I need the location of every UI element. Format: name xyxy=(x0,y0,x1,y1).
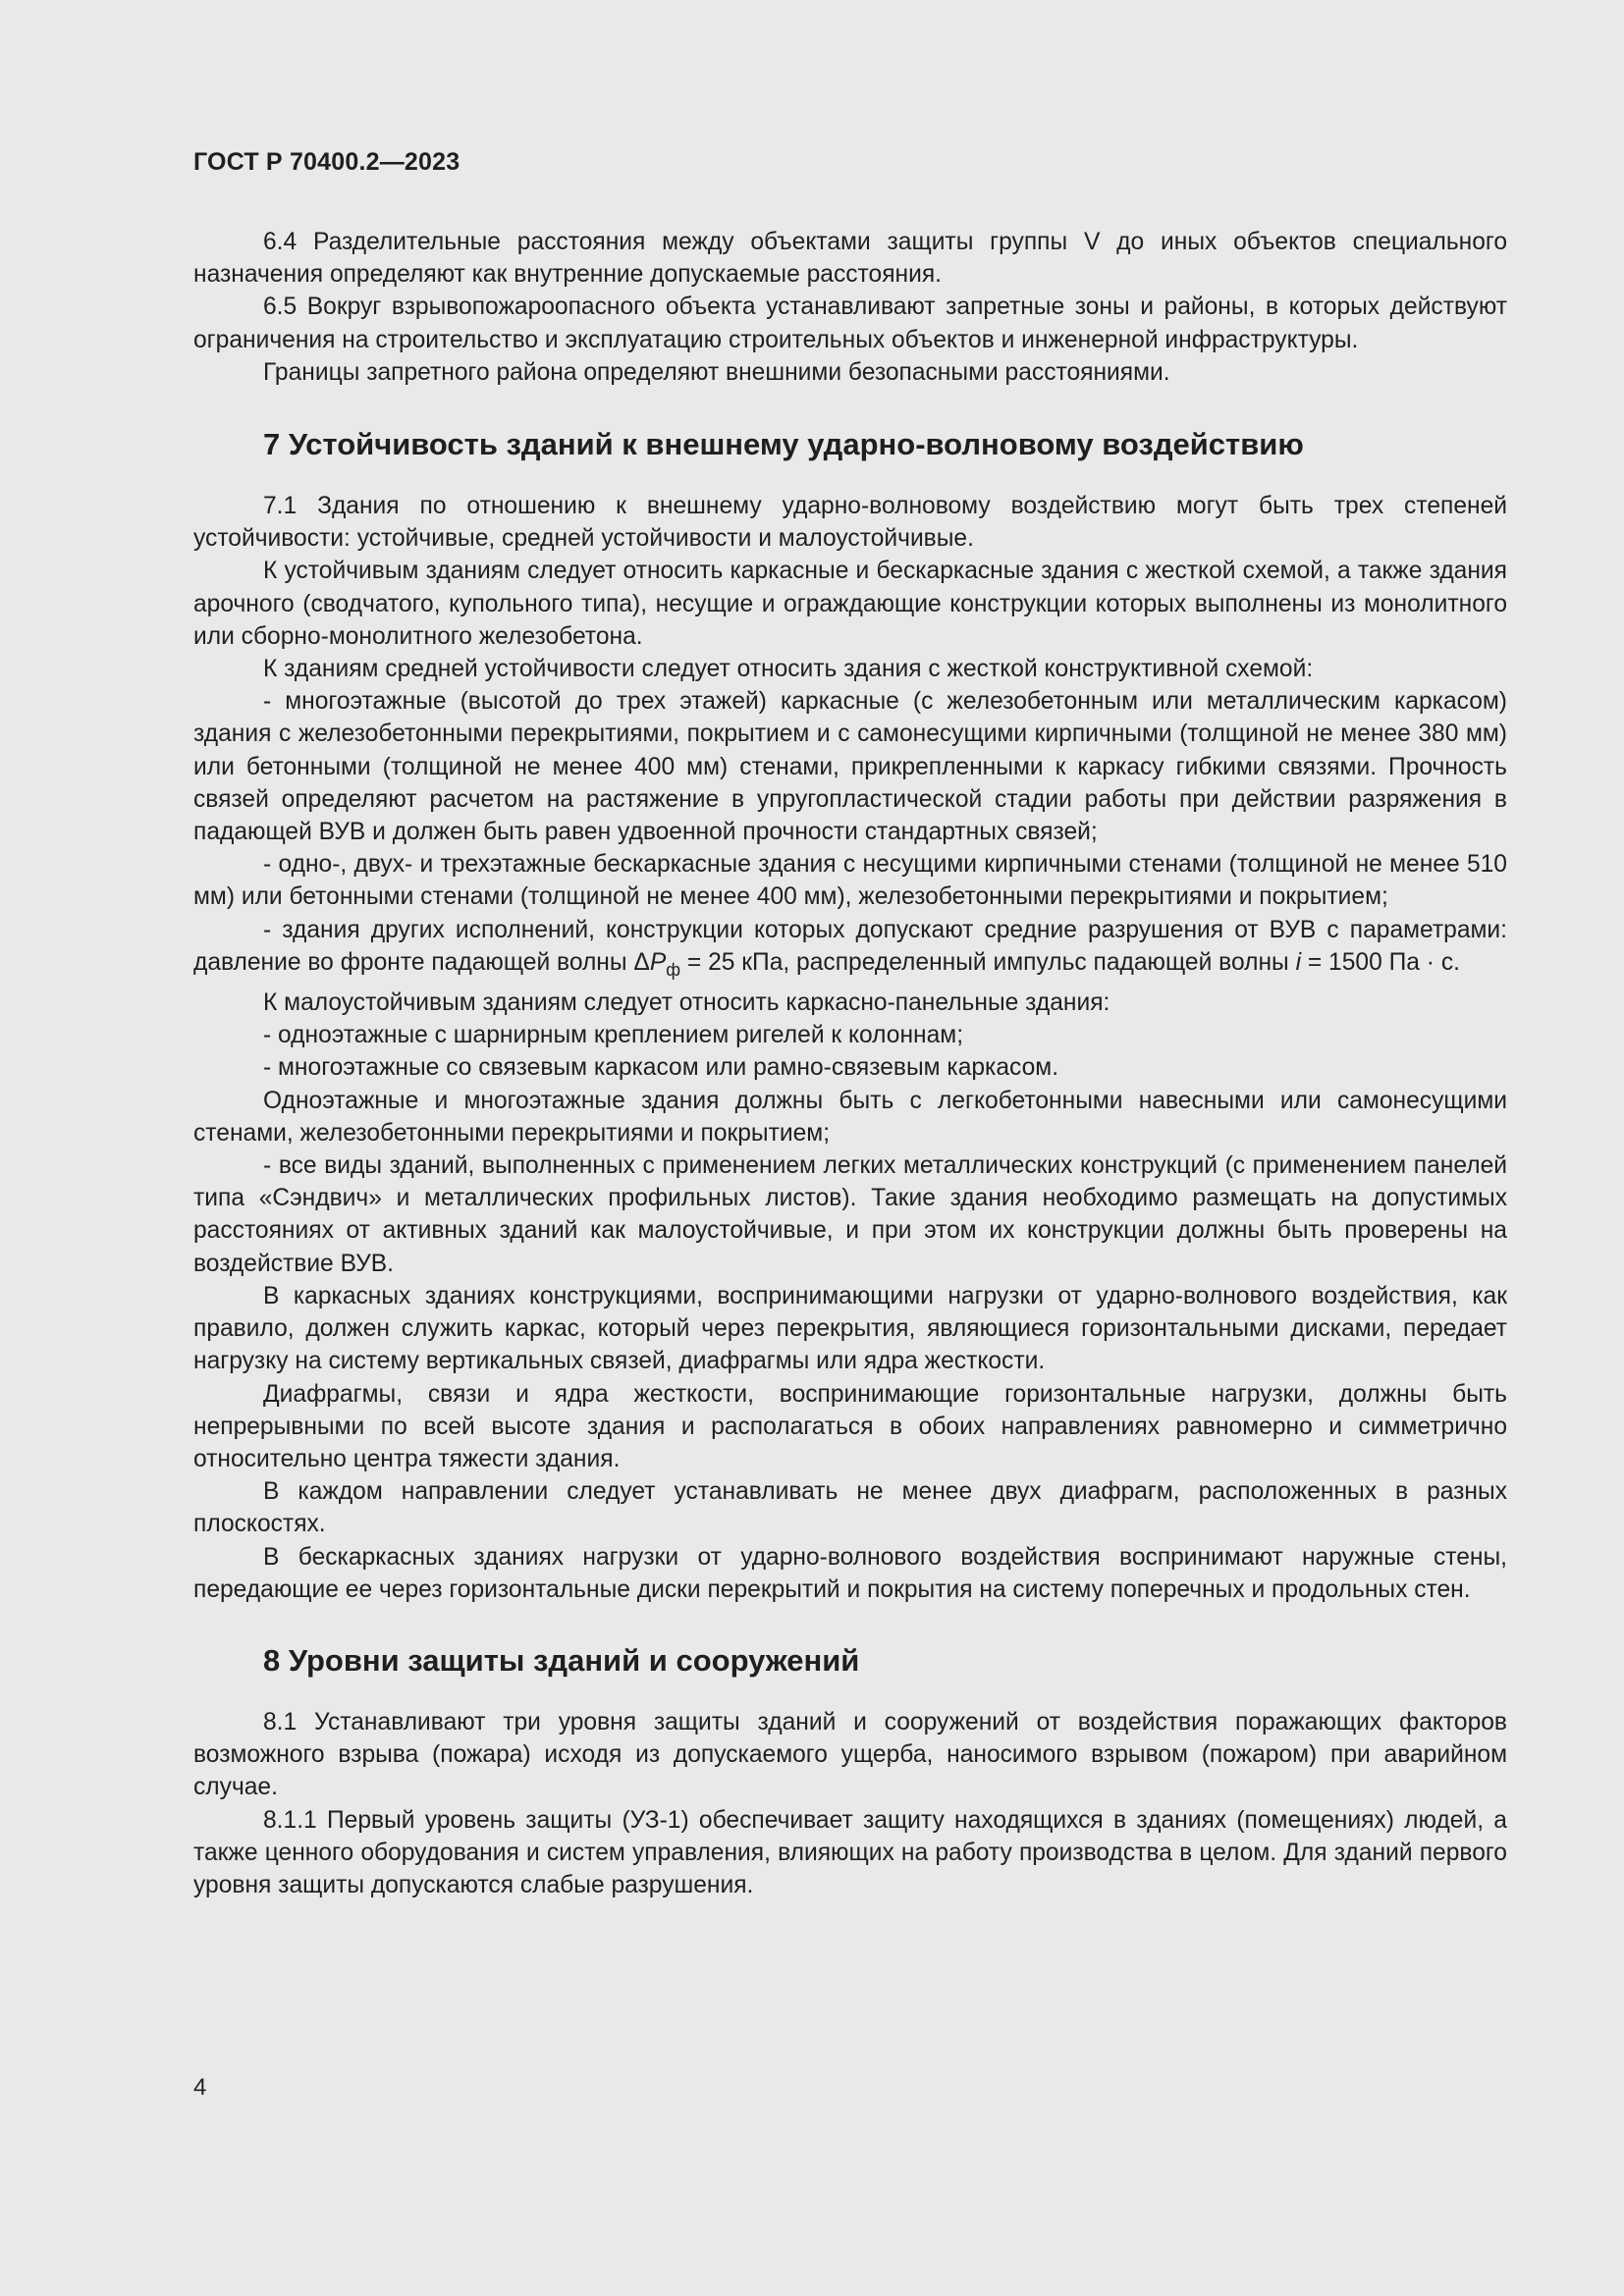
section-8-heading: 8 Уровни защиты зданий и сооружений xyxy=(263,1642,860,1678)
p6-text-b: = 25 кПа, распределенный импульс падающей волны xyxy=(680,948,1296,976)
document-header: ГОСТ Р 70400.2—2023 xyxy=(193,148,460,176)
paragraph-frame-loads: В каркасных зданиях конструкциями, воспринимающими нагрузки от ударно-волнового воздействия, как правило, должен служить каркас, который через перекрытия, являющиеся горизонтальными дисками, передает нагрузку на систему вертикальных связей, диафрагмы или ядра жесткости. xyxy=(193,1282,1507,1375)
paragraph-8-1: 8.1 Устанавливают три уровня защиты зданий и сооружений от воздействия поражающих факторов возможного взрыва (пожара) исходя из допускаемого ущерба, наносимого взрывом (пожаром) при аварийном случае. xyxy=(193,1708,1507,1801)
document-body xyxy=(193,226,1507,1901)
pressure-subscript: ф xyxy=(666,959,681,980)
delta-symbol: Δ xyxy=(633,948,650,976)
list-item-other-designs xyxy=(193,914,1507,987)
paragraph-low-stability: К малоустойчивым зданиям следует относить каркасно-панельные здания: xyxy=(263,989,1110,1017)
paragraph-medium-stability: К зданиям средней устойчивости следует относить здания с жесткой конструктивной схемой: xyxy=(263,656,1314,683)
list-item-single-storey: - одноэтажные с шарнирным креплением ригелей к колоннам; xyxy=(263,1022,964,1049)
section-7-heading: 7 Устойчивость зданий к внешнему ударно-волновому воздействию xyxy=(263,427,1304,462)
paragraph-6-5: 6.5 Вокруг взрывопожароопасного объекта устанавливают запретные зоны и районы, в которых действуют ограничения на строительство и эксплуатацию строительных объектов и инженерной инфраструктуры. xyxy=(193,294,1507,353)
document-page xyxy=(193,0,1507,2296)
paragraph-walls: Одноэтажные и многоэтажные здания должны быть с легкобетонными навесными или самонесущими стенами, железобетонными перекрытиями и покрытием; xyxy=(193,1087,1507,1147)
paragraph-8-1-1: 8.1.1 Первый уровень защиты (УЗ-1) обеспечивает защиту находящихся в зданиях (помещениях) людей, а также ценного оборудования и систем управления, влияющих на работу производства в целом. Для зданий первого уровня защиты допускаются слабые разрушения. xyxy=(193,1806,1507,1898)
paragraph-diaphragms: Диафрагмы, связи и ядра жесткости, воспринимающие горизонтальные нагрузки, должны быть непрерывными по всей высоте здания и располагаться в обоих направлениях равномерно и симметрично относительно центра тяжести здания. xyxy=(193,1380,1507,1472)
p6-text-a: - здания других исполнений, конструкции которых допускают средние разрушения от ВУВ с параметрами: давление во фронте падающей волны xyxy=(193,916,1507,976)
p6-text-c: = 1500 Па · с. xyxy=(1301,948,1460,976)
paragraph-6-4: 6.4 Разделительные расстояния между объектами защиты группы V до иных объектов специального назначения определяют как внутренние допускаемые расстояния. xyxy=(193,229,1507,289)
list-item-frameless: - одно-, двух- и трехэтажные бескаркасные здания с несущими кирпичными стенами (толщиной не менее 510 мм) или бетонными стенами (толщиной не менее 400 мм), железобетонными перекрытиями и покрытием; xyxy=(193,851,1507,911)
list-item-light-metal: - все виды зданий, выполненных с применением легких металлических конструкций (с применением панелей типа «Сэндвич» и металлических профильных листов). Такие здания необходимо размещать на допустимых расстояниях от активных зданий как малоустойчивые, и при этом их конструкции должны быть проверены на воздействие ВУВ. xyxy=(193,1152,1507,1277)
list-item-multistorey-frame: - многоэтажные (высотой до трех этажей) каркасные (с железобетонным или металлическим каркасом) здания с железобетонными перекрытиями, покрытием и с самонесущими кирпичными (толщиной не менее 380 мм) или бетонными (толщиной не менее 400 мм) стенами, прикрепленными к каркасу гибкими связями. Прочность связей определяют расчетом на растяжение в упругопластической стадии работы при действии разряжения в падающей ВУВ и должен быть равен удвоенной прочности стандартных связей; xyxy=(193,688,1507,846)
pressure-symbol: P xyxy=(649,948,667,976)
paragraph-7-1: 7.1 Здания по отношению к внешнему ударно-волновому воздействию могут быть трех степеней устойчивости: устойчивые, средней устойчивости и малоустойчивые. xyxy=(193,493,1507,553)
paragraph-frameless-loads: В бескаркасных зданиях нагрузки от ударно-волнового воздействия воспринимают наружные стены, передающие ее через горизонтальные диски перекрытий и покрытия на систему поперечных и продольных стен. xyxy=(193,1543,1507,1603)
impulse-symbol: i xyxy=(1295,948,1302,976)
paragraph-stable-buildings: К устойчивым зданиям следует относить каркасные и бескаркасные здания с жесткой схемой, а также здания арочного (сводчатого, купольного типа), несущие и ограждающие конструкции которых выполнены из монолитного или сборно-монолитного железобетона. xyxy=(193,558,1507,650)
paragraph-6-5-boundaries: Границы запретного района определяют внешними безопасными расстояниями. xyxy=(263,358,1170,386)
paragraph-diaphragm-count: В каждом направлении следует устанавливать не менее двух диафрагм, расположенных в разных плоскостях. xyxy=(193,1478,1507,1538)
page-number: 4 xyxy=(193,2074,207,2101)
list-item-multistorey-braced: - многоэтажные со связевым каркасом или рамно-связевым каркасом. xyxy=(263,1054,1059,1082)
